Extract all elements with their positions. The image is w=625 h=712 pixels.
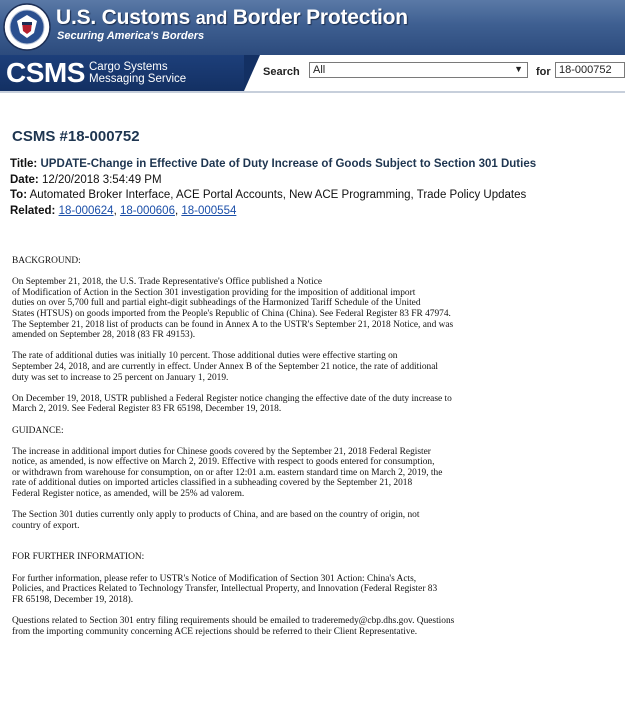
agency-tagline: Securing America's Borders <box>57 30 205 42</box>
further-info-paragraph-1: For further information, please refer to USTR's Notice of Modification of Section 301 Action: China's Acts, Policies, and Practices Related to Technology Transfer, Intellectual Property, and Innovation (Federal Register 83 FR 65198, December 19, 2018). <box>12 573 438 605</box>
background-heading: BACKGROUND: <box>12 256 81 266</box>
bulletin-recipients: Automated Broker Interface, ACE Portal Accounts, New ACE Programming, Trade Policy Updates <box>29 189 527 201</box>
page-title: CSMS #18-000752 <box>12 128 140 145</box>
background-paragraph-1: On September 21, 2018, the U.S. Trade Representative's Office published a Notice of Modification of Action in the Section 301 investigation providing for the imposition of additional import duties on over 5,700 full and partial eight-digit subheadings of the Harmonized Tariff Schedule of the United States (HTSUS) on goods imported from the People's Republic of China (China). See Federal Register 83 FR 47974. The September 21, 2018 list of products can be found in Annex A to the USTR's September 21, 2018 Notice, and was amended on September 28, 2018 (83 FR 49153). <box>12 277 454 341</box>
search-input[interactable]: 18-000752 <box>555 62 625 78</box>
title-row: Title: UPDATE-Change in Effective Date of Duty Increase of Goods Subject to Section 301 Duties <box>10 158 537 170</box>
csms-logo-acronym: CSMS <box>6 57 85 88</box>
csms-navbar <box>0 55 625 93</box>
csms-logo-fullname: Cargo Systems Messaging Service <box>89 61 187 85</box>
search-scope-select[interactable] <box>309 62 528 78</box>
further-info-paragraph-2: Questions related to Section 301 entry filing requirements should be emailed to traderemedy@cbp.dhs.gov. Questions from the importing community concerning ACE rejections should be referred to their Client Representative. <box>12 616 455 637</box>
dropdown-arrow-icon: ▼ <box>514 64 523 74</box>
date-row: Date: 12/20/2018 3:54:49 PM <box>10 173 162 186</box>
cbp-banner <box>0 0 625 55</box>
guidance-paragraph-2: The Section 301 duties currently only apply to products of China, and are based on the country of origin, not country of export. <box>12 510 420 531</box>
background-paragraph-3: On December 19, 2018, USTR published a Federal Register notice changing the effective date of the duty increase to March 2, 2019. See Federal Register 83 FR 65198, December 19, 2018. <box>12 393 452 415</box>
search-label: Search <box>263 66 300 78</box>
search-scope-value: All <box>313 64 326 76</box>
for-label: for <box>536 66 551 78</box>
bulletin-body <box>12 256 618 648</box>
bulletin-meta <box>10 157 536 219</box>
to-row: To: Automated Broker Interface, ACE Portal Accounts, New ACE Programming, Trade Policy Updates <box>10 189 527 201</box>
related-link-3[interactable]: 18-000554 <box>181 204 237 217</box>
background-paragraph-2: The rate of additional duties was initially 10 percent. Those additional duties were effective starting on September 24, 2018, and are currently in effect. Under Annex B of the September 21 notice, the rate of additional duty was set to increase to 25 percent on January 1, 2019. <box>12 351 438 383</box>
guidance-heading: GUIDANCE: <box>12 425 64 436</box>
bulletin-date: 12/20/2018 3:54:49 PM <box>41 173 162 186</box>
related-row: Related: 18-000624, 18-000606, 18-000554 <box>10 204 237 217</box>
related-link-1[interactable]: 18-000624 <box>58 204 114 217</box>
dhs-seal-icon[interactable] <box>3 3 51 51</box>
bulletin-subject: UPDATE-Change in Effective Date of Duty Increase of Goods Subject to Section 301 Duties <box>40 158 537 170</box>
related-link-2[interactable]: 18-000606 <box>119 204 175 217</box>
csms-logo[interactable] <box>0 55 244 91</box>
further-info-heading: FOR FURTHER INFORMATION: <box>12 552 145 563</box>
agency-name: U.S. Customs and Border Protection <box>56 6 408 29</box>
guidance-paragraph-1: The increase in additional import duties for Chinese goods covered by the September 21, 2018 Federal Register notice, as amended, is now effective on March 2, 2019. Effective with respect to goods entered for consumption, or withdrawn from warehouse for consumption, on or after 12:01 a.m. eastern standard time on March 2, 2019, the rate of additional duties on imported articles classified in a subheading covered by the September 21, 2018 Federal Register notice, as amended, will be 25% ad valorem. <box>12 446 443 500</box>
